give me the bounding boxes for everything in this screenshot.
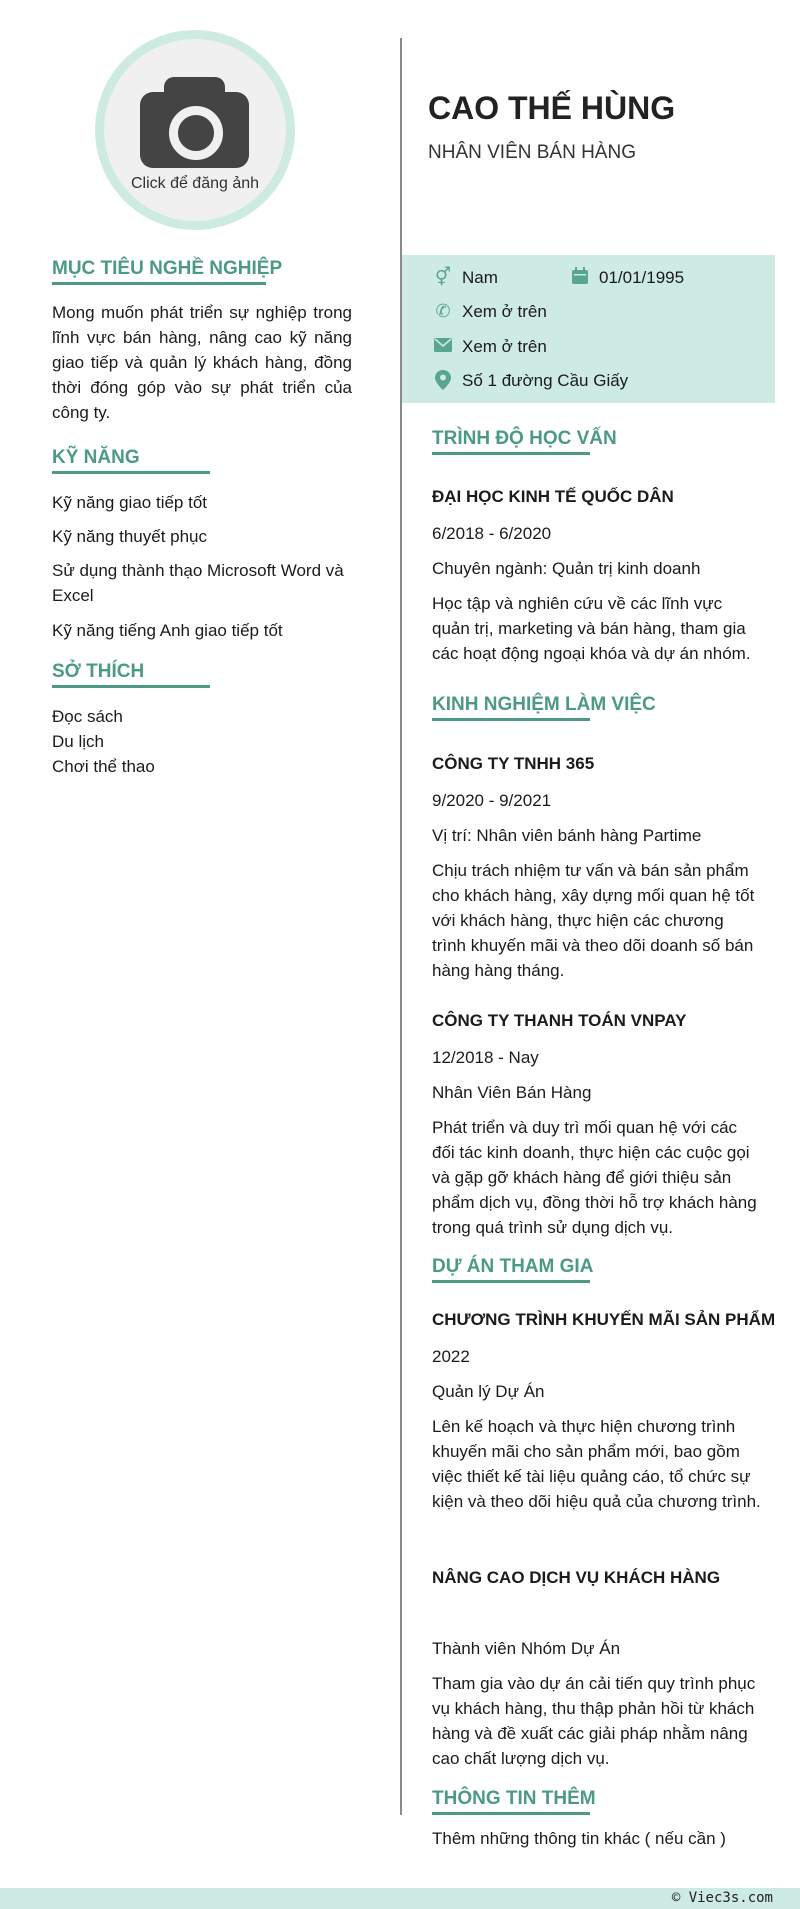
footer-bar (0, 1888, 800, 1909)
candidate-position: NHÂN VIÊN BÁN HÀNG (428, 142, 636, 163)
skill-item: Kỹ năng tiếng Anh giao tiếp tốt (52, 621, 283, 640)
hobbies-heading: SỞ THÍCH (52, 661, 210, 688)
job-role: Vị trí: Nhân viên bánh hàng Partime (432, 826, 702, 845)
birthday-value: 01/01/1995 (599, 268, 685, 287)
gender-value: Nam (462, 268, 498, 287)
avatar-upload[interactable] (95, 30, 295, 230)
email-icon (433, 336, 453, 356)
school-name: ĐẠI HỌC KINH TẾ QUỐC DÂN (432, 487, 674, 506)
company-name: CÔNG TY THANH TOÁN VNPAY (432, 1011, 687, 1030)
footer-copyright: © Viec3s.com (671, 1890, 773, 1906)
additional-text: Thêm những thông tin khác ( nếu cần ) (432, 1829, 726, 1848)
objective-heading: MỤC TIÊU NGHỀ NGHIỆP (52, 258, 266, 285)
education-period: 6/2018 - 6/2020 (432, 524, 552, 543)
job-role: Nhân Viên Bán Hàng (432, 1083, 592, 1102)
objective-text: Mong muốn phát triển sự nghiệp trong lĩnh vực bán hàng, nâng cao kỹ năng giao tiếp và quản lý khách hàng, đồng thời đóng góp vào sự phát triển của công ty. (52, 303, 352, 422)
camera-lens (169, 106, 223, 160)
project-year: 2022 (432, 1347, 470, 1366)
job-period: 12/2018 - Nay (432, 1048, 539, 1067)
job-description: Phát triển và duy trì mối quan hệ với các đối tác kinh doanh, thực hiện các cuộc gọi và gặp gỡ khách hàng để giới thiệu sản phẩm dịch vụ, đồng thời hỗ trợ khách hàng trong quá trình sử dụng dịch vụ. (432, 1118, 757, 1237)
project-description: Lên kế hoạch và thực hiện chương trình khuyến mãi cho sản phẩm mới, bao gồm việc thiết kế tài liệu quảng cáo, tổ chức sự kiện và theo dõi hiệu quả của chương trình. (432, 1417, 761, 1511)
skills-heading: KỸ NĂNG (52, 447, 210, 474)
company-name: CÔNG TY TNHH 365 (432, 754, 595, 773)
skill-item: Kỹ năng giao tiếp tốt (52, 493, 208, 512)
project-name: CHƯƠNG TRÌNH KHUYẾN MÃI SẢN PHẨM (432, 1310, 776, 1329)
gender-icon: ⚥ (434, 267, 452, 287)
education-heading: TRÌNH ĐỘ HỌC VẤN (432, 428, 590, 455)
hobby-item: Du lịch (52, 732, 104, 751)
candidate-name: CAO THẾ HÙNG (428, 90, 676, 126)
job-period: 9/2020 - 9/2021 (432, 791, 552, 810)
email-value: Xem ở trên (462, 337, 547, 356)
project-role: Quản lý Dự Án (432, 1382, 545, 1401)
job-description: Chịu trách nhiệm tư vấn và bán sản phẩm cho khách hàng, xây dựng mối quan hệ tốt với khách hàng, thực hiện các chương trình khuyến mãi và theo dõi doanh số bán hàng hàng tháng. (432, 861, 755, 980)
address-value: Số 1 đường Cầu Giấy (462, 371, 629, 390)
project-role: Thành viên Nhóm Dự Án (432, 1639, 621, 1658)
phone-value: Xem ở trên (462, 302, 547, 321)
camera-icon (140, 92, 249, 168)
additional-heading: THÔNG TIN THÊM (432, 1788, 590, 1815)
experience-heading: KINH NGHIỆM LÀM VIỆC (432, 694, 590, 721)
project-name: NÂNG CAO DỊCH VỤ KHÁCH HÀNG (432, 1568, 721, 1587)
location-icon (433, 370, 453, 390)
hobby-item: Đọc sách (52, 707, 123, 726)
phone-icon: ✆ (435, 301, 451, 321)
projects-heading: DỰ ÁN THAM GIA (432, 1256, 590, 1283)
hobby-item: Chơi thể thao (52, 757, 155, 776)
upload-photo-label: Click để đăng ảnh (130, 175, 260, 192)
skill-item: Sử dụng thành thạo Microsoft Word và Excel (52, 561, 344, 605)
education-description: Học tập và nghiên cứu về các lĩnh vực quản trị, marketing và bán hàng, tham gia các hoạt động ngoại khóa và dự án nhóm. (432, 594, 751, 663)
education-major: Chuyên ngành: Quản trị kinh doanh (432, 559, 701, 578)
calendar-icon (570, 267, 590, 287)
project-description: Tham gia vào dự án cải tiến quy trình phục vụ khách hàng, thu thập phản hồi từ khách hàng và đề xuất các giải pháp nhằm nâng cao chất lượng dịch vụ. (432, 1674, 756, 1768)
skill-item: Kỹ năng thuyết phục (52, 527, 208, 546)
